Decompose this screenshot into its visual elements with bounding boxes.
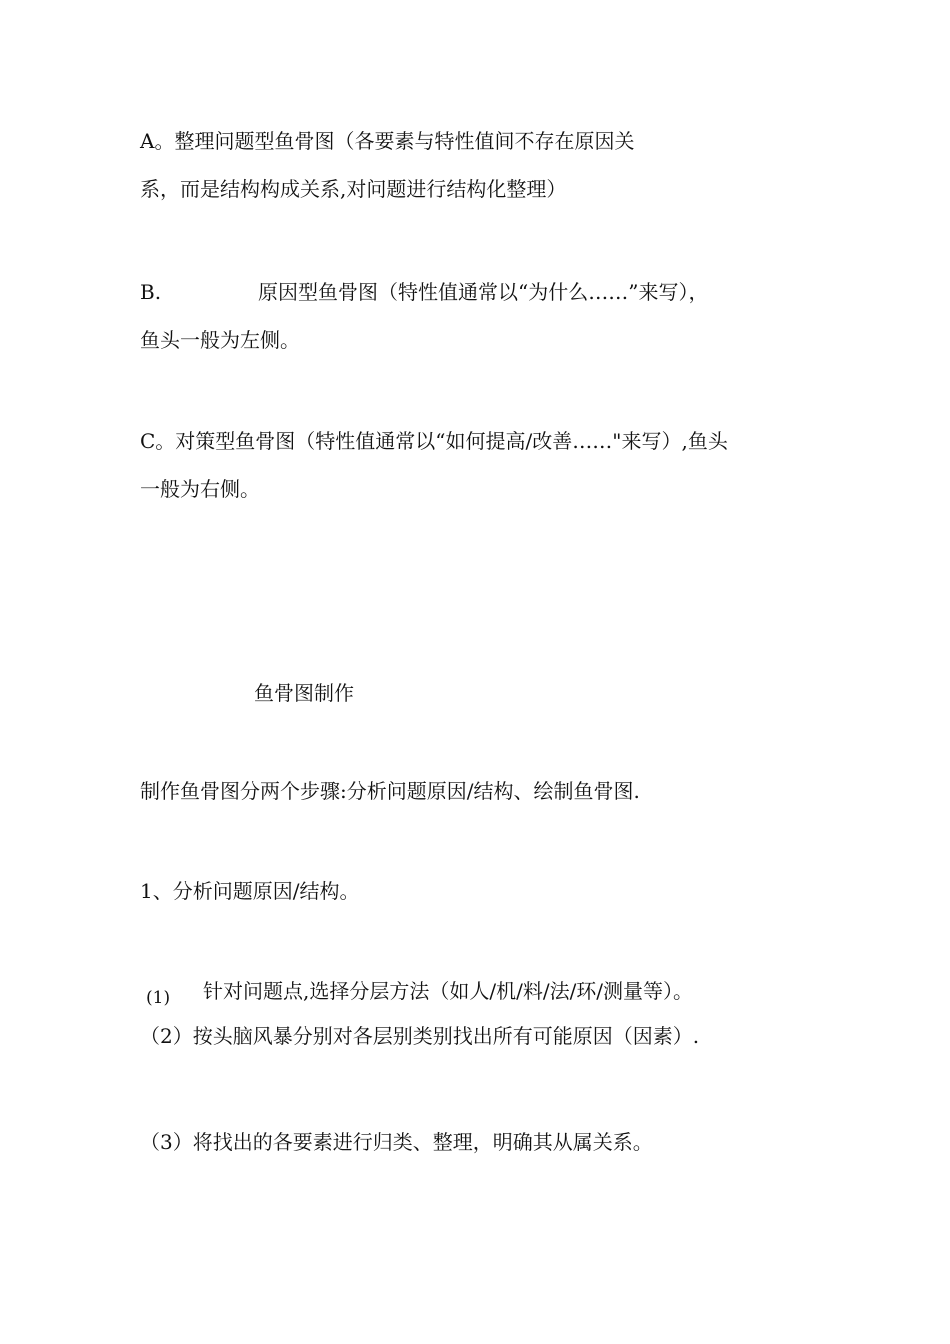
item-2-text: （2）按头脑风暴分别对各层别类别找出所有可能原因（因素）. bbox=[140, 1024, 700, 1048]
item-3-text: （3）将找出的各要素进行归类、整理，明确其从属关系。 bbox=[140, 1130, 653, 1154]
intro-paragraph: 制作鱼骨图分两个步骤:分析问题原因/结构、绘制鱼骨图. bbox=[140, 779, 640, 803]
section-a-line-1: A。整理问题型鱼骨图（各要素与特性值间不存在原因关 bbox=[140, 129, 635, 153]
section-c-line-1: C。对策型鱼骨图（特性值通常以“如何提高/改善……"来写）,鱼头 bbox=[140, 429, 728, 453]
section-c-line-2: 一般为右侧。 bbox=[140, 477, 260, 501]
section-heading: 鱼骨图制作 bbox=[254, 681, 354, 705]
step-1-title: 1、分析问题原因/结构。 bbox=[140, 879, 360, 903]
item-1-text: 针对问题点,选择分层方法（如人/机/料/法/环/测量等）。 bbox=[203, 979, 694, 1003]
section-b-line-1: 原因型鱼骨图（特性值通常以“为什么……”来写）， bbox=[258, 280, 709, 304]
section-b-marker: B. bbox=[140, 280, 162, 304]
section-a-line-2: 系，而是结构构成关系,对问题进行结构化整理） bbox=[140, 177, 567, 201]
item-1-marker: (1) bbox=[146, 988, 171, 1008]
section-b-line-2: 鱼头一般为左侧。 bbox=[140, 328, 300, 352]
